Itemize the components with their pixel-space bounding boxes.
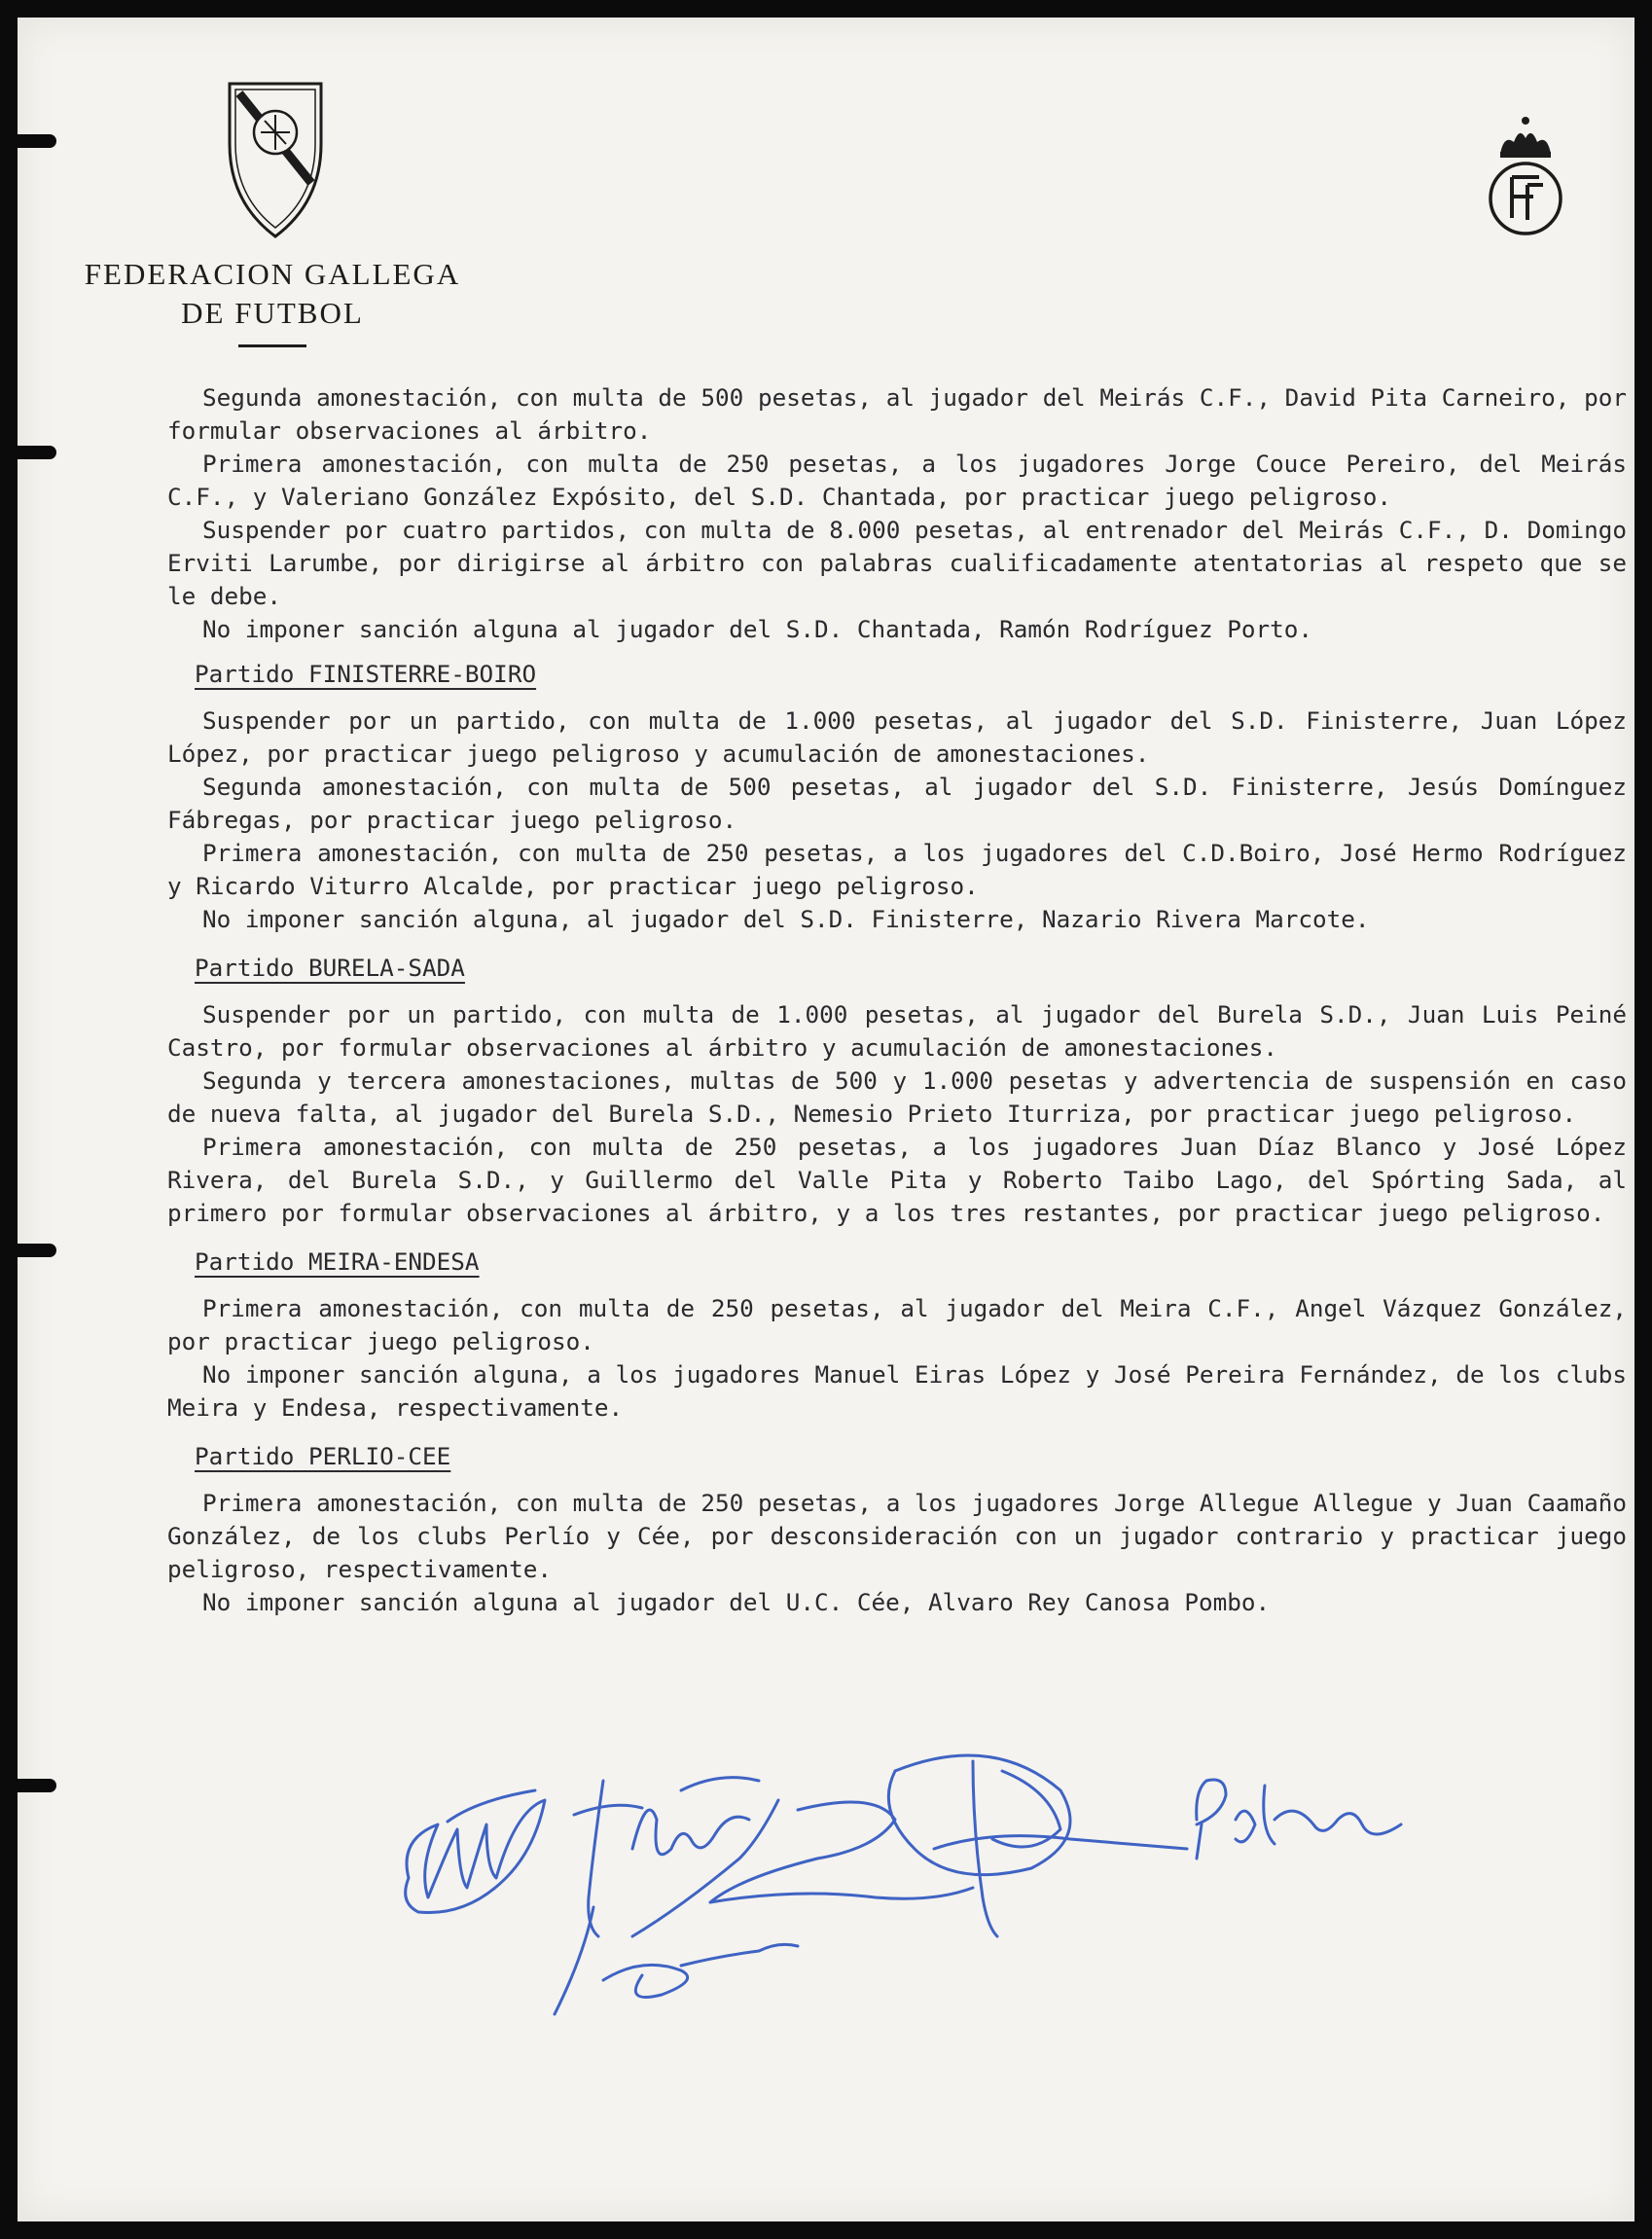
sanction-paragraph: Primera amonestación, con multa de 250 pesetas, a los jugadores Juan Díaz Blanco y José López Rivera, del Burela S.D., y Guillermo del Valle Pita y Roberto Taibo Lago, del Spórting Sada, al primero por formular observaciones al árbitro, y a los tres restantes, por practicar juego peligroso. — [167, 1133, 1627, 1227]
federacion-gallega-shield-icon — [222, 76, 329, 241]
sanction-paragraph: No imponer sanción alguna al jugador del S.D. Chantada, Ramón Rodríguez Porto. — [202, 615, 1312, 643]
letterhead — [68, 255, 477, 347]
letterhead-line-2: DE FUTBOL — [181, 296, 364, 330]
signature-2 — [574, 1778, 759, 1936]
punch-hole — [18, 134, 56, 148]
match-heading: Partido BURELA-SADA — [195, 954, 465, 982]
signature-4 — [888, 1755, 1187, 1936]
match-heading: Partido PERLIO-CEE — [195, 1442, 451, 1470]
sanction-paragraph: Primera amonestación, con multa de 250 pesetas, a los jugadores Jorge Allegue Allegue y Juan Caamaño González, de los clubs Perlío y Cée, por desconsideración con un jugador contrario y practicar juego peligroso, respectivamente. — [167, 1489, 1627, 1583]
sanction-paragraph: No imponer sanción alguna, a los jugadores Manuel Eiras López y José Pereira Fernández, de los clubs Meira y Endesa, respectivamente. — [167, 1360, 1627, 1422]
sanction-paragraph: Primera amonestación, con multa de 250 pesetas, al jugador del Meira C.F., Angel Vázquez González, por practicar juego peligroso. — [167, 1294, 1627, 1355]
sanction-paragraph: No imponer sanción alguna, al jugador del S.D. Finisterre, Nazario Rivera Marcote. — [202, 905, 1370, 933]
sanction-paragraph: Suspender por un partido, con multa de 1.000 pesetas, al jugador del S.D. Finisterre, Juan López López, por practicar juego peligroso y acumulación de amonestaciones. — [167, 706, 1627, 768]
sanction-paragraph: Segunda amonestación, con multa de 500 pesetas, al jugador del S.D. Finisterre, Jesús Domínguez Fábregas, por practicar juego peligroso. — [167, 773, 1627, 834]
sanction-paragraph: Suspender por cuatro partidos, con multa de 8.000 pesetas, al entrenador del Meirás C.F., D. Domingo Erviti Larumbe, por dirigirse al árbitro con palabras cualificadamente atentatorias al respeto que se le debe. — [167, 516, 1627, 610]
sanction-paragraph: No imponer sanción alguna al jugador del U.C. Cée, Alvaro Rey Canosa Pombo. — [202, 1588, 1271, 1616]
signature-1 — [406, 1790, 545, 1913]
sanction-paragraph: Segunda y tercera amonestaciones, multas de 500 y 1.000 pesetas y advertencia de suspensión en caso de nueva falta, al jugador del Burela S.D., Nemesio Prieto Iturriza, por practicar juego peligroso. — [167, 1066, 1627, 1128]
match-heading: Partido FINISTERRE-BOIRO — [195, 660, 537, 688]
sanction-paragraph: Primera amonestación, con multa de 250 pesetas, a los jugadores del C.D.Boiro, José Hermo Rodríguez y Ricardo Viturro Alcalde, por practicar juego peligroso. — [167, 839, 1627, 900]
punch-hole — [18, 1779, 56, 1792]
crowned-rfef-emblem-icon — [1479, 109, 1572, 245]
punch-hole — [18, 1244, 56, 1257]
punch-hole — [18, 446, 56, 459]
signatures-block — [389, 1732, 1498, 2043]
sanction-paragraph: Segunda amonestación, con multa de 500 pesetas, al jugador del Meirás C.F., David Pita Carneiro, por formular observaciones al árbitro. — [167, 383, 1627, 445]
sanction-paragraph: Primera amonestación, con multa de 250 pesetas, a los jugadores Jorge Couce Pereiro, del Meirás C.F., y Valeriano González Expósito, del S.D. Chantada, por practicar juego peligroso. — [167, 450, 1627, 511]
sanction-paragraph: Suspender por un partido, con multa de 1.000 pesetas, al jugador del Burela S.D., Juan Luis Peiné Castro, por formular observaciones al árbitro y acumulación de amonestaciones. — [167, 1000, 1627, 1062]
signature-5 — [1197, 1780, 1401, 1859]
match-heading: Partido MEIRA-ENDESA — [195, 1247, 480, 1276]
letterhead-rule — [238, 344, 306, 347]
letterhead-line-1: FEDERACION GALLEGA — [84, 257, 461, 291]
signature-3 — [555, 1800, 973, 2014]
document-body — [167, 381, 1627, 1619]
